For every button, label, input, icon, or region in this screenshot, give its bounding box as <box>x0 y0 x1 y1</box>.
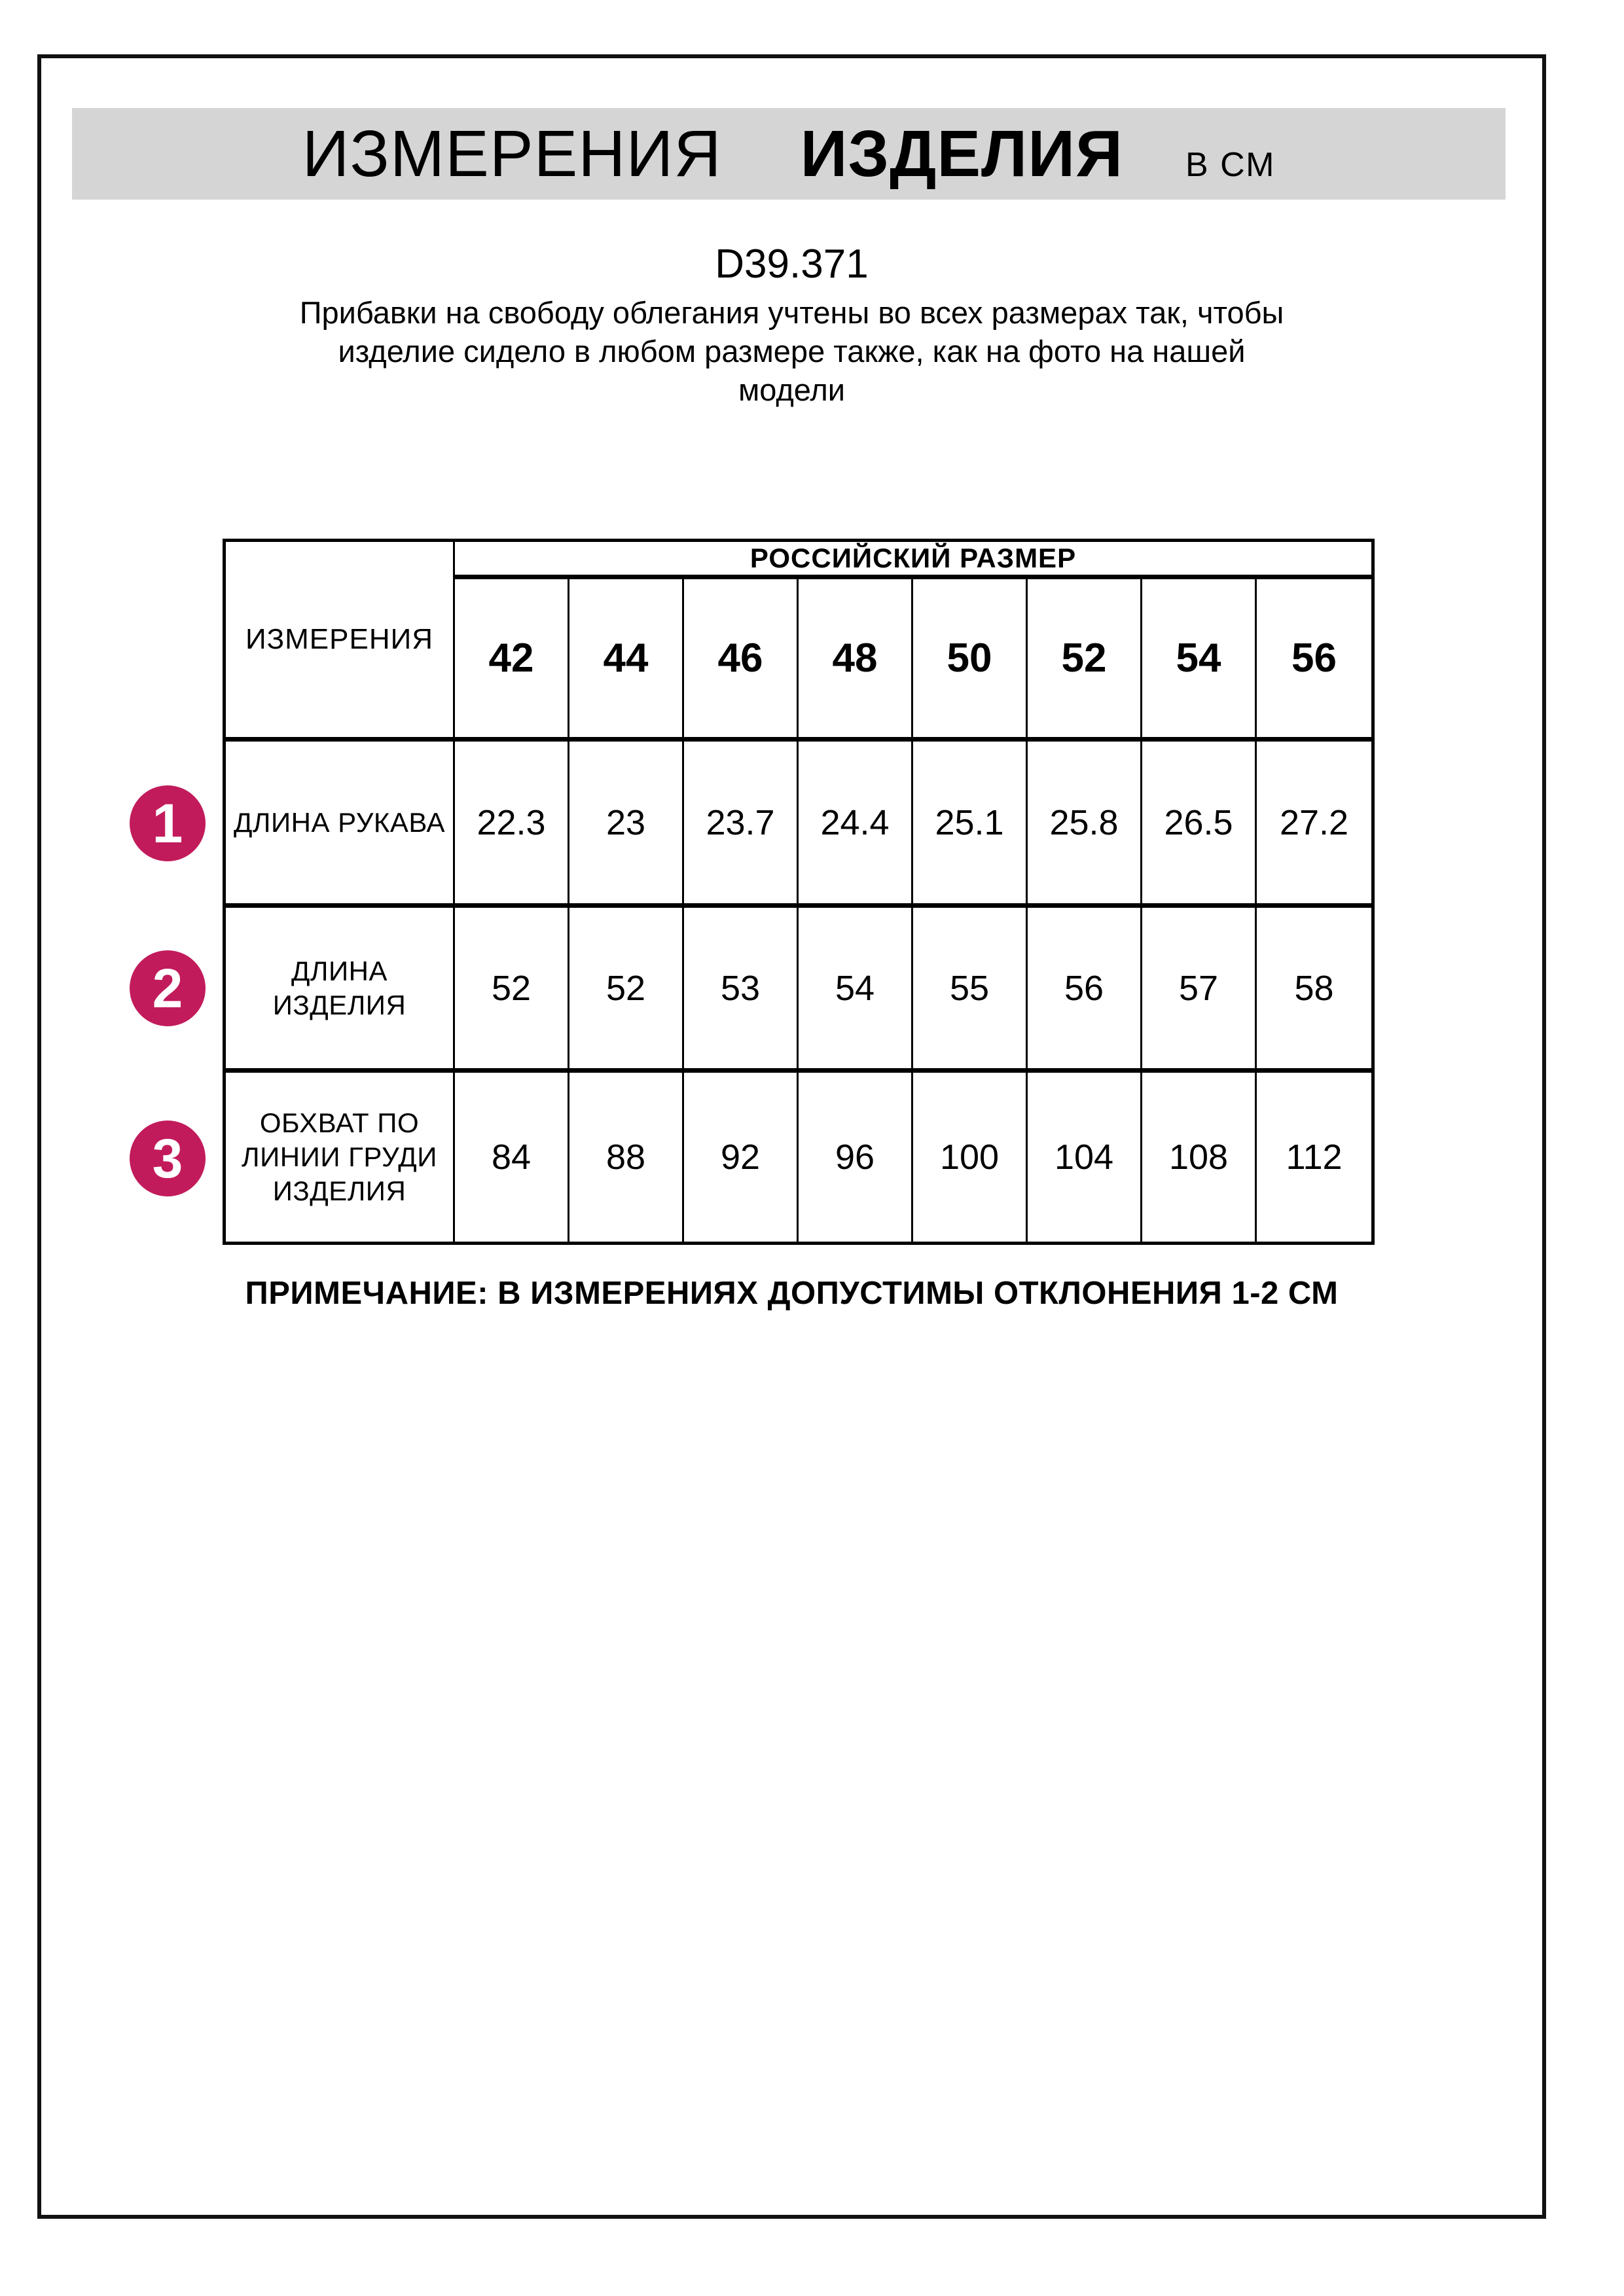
value-cell: 112 <box>1286 1138 1343 1177</box>
value-cell: 25.8 <box>1028 742 1142 908</box>
group-header-russian-size: РОССИЙСКИЙ РАЗМЕР <box>455 542 1371 579</box>
value-cell: 56 <box>1028 908 1142 1073</box>
row-number-badge-3: 3 <box>130 1121 206 1196</box>
value-cell: 104 <box>1028 1073 1142 1242</box>
intro-line-1: Прибавки на свободу облегания учтены во всех размерах так, чтобы <box>299 295 1284 330</box>
value-cell: 54 <box>799 908 913 1073</box>
value-cell: 55 <box>913 908 1028 1073</box>
value-cell: 53 <box>684 908 799 1073</box>
value-cell: 57 <box>1142 908 1257 1073</box>
size-col-52: 52 <box>1028 579 1142 742</box>
article-code: D39.371 <box>715 242 869 287</box>
value-cell: 84 <box>455 1073 569 1242</box>
title-product: ИЗДЕЛИЯ <box>800 117 1123 190</box>
title-units: В СМ <box>1185 146 1276 184</box>
size-col-50: 50 <box>913 579 1028 742</box>
row-label-line: ОБХВАТ ПО <box>259 1107 420 1138</box>
value-cell: 52 <box>455 908 569 1073</box>
row-label-line: ДЛИНА РУКАВА <box>233 806 446 838</box>
size-col-44: 44 <box>569 579 684 742</box>
value-cell: 23 <box>569 742 684 908</box>
value-cell: 100 <box>913 1073 1028 1242</box>
title-measurements: ИЗМЕРЕНИЯ <box>302 117 722 190</box>
intro-paragraph <box>37 293 1546 409</box>
value-cell: 27.2 <box>1257 742 1371 908</box>
value-cell: 26.5 <box>1142 742 1257 908</box>
row-label-line: ИЗДЕЛИЯ <box>272 989 406 1020</box>
size-col-42: 42 <box>455 579 569 742</box>
value-cell: 25.1 <box>913 742 1028 908</box>
row-number-badge-2: 2 <box>130 950 206 1026</box>
size-col-46: 46 <box>684 579 799 742</box>
value-cell: 96 <box>799 1073 913 1242</box>
value-cell: 22.3 <box>455 742 569 908</box>
row-label-item-length <box>226 908 455 1073</box>
corner-header-cell: ИЗМЕРЕНИЯ <box>226 542 455 742</box>
row-label-chest-girth <box>226 1073 455 1242</box>
row-label-line: ЛИНИИ ГРУДИ <box>242 1141 437 1172</box>
size-col-48: 48 <box>799 579 913 742</box>
row-label-line: ДЛИНА <box>291 955 388 986</box>
value-cell: 24.4 <box>799 742 913 908</box>
value-cell: 52 <box>569 908 684 1073</box>
value-cell: 92 <box>684 1073 799 1242</box>
value-cell: 108 <box>1142 1073 1257 1242</box>
title-bar <box>72 108 1506 200</box>
value-cell: 58 <box>1257 908 1371 1073</box>
row-number-badge-1: 1 <box>130 785 206 861</box>
row-label-line: ИЗДЕЛИЯ <box>272 1175 406 1206</box>
size-table <box>223 539 1375 1245</box>
intro-line-3: модели <box>738 372 846 407</box>
intro-line-2: изделие сидело в любом размере также, как на фото на нашей <box>338 334 1246 368</box>
size-col-54: 54 <box>1142 579 1257 742</box>
note-line: ПРИМЕЧАНИЕ: В ИЗМЕРЕНИЯХ ДОПУСТИМЫ ОТКЛОНЕНИЯ 1-2 СМ <box>245 1276 1339 1311</box>
row-label-sleeve-length <box>226 742 455 908</box>
value-cell: 88 <box>569 1073 684 1242</box>
value-cell: 23.7 <box>684 742 799 908</box>
size-col-56: 56 <box>1257 579 1371 742</box>
